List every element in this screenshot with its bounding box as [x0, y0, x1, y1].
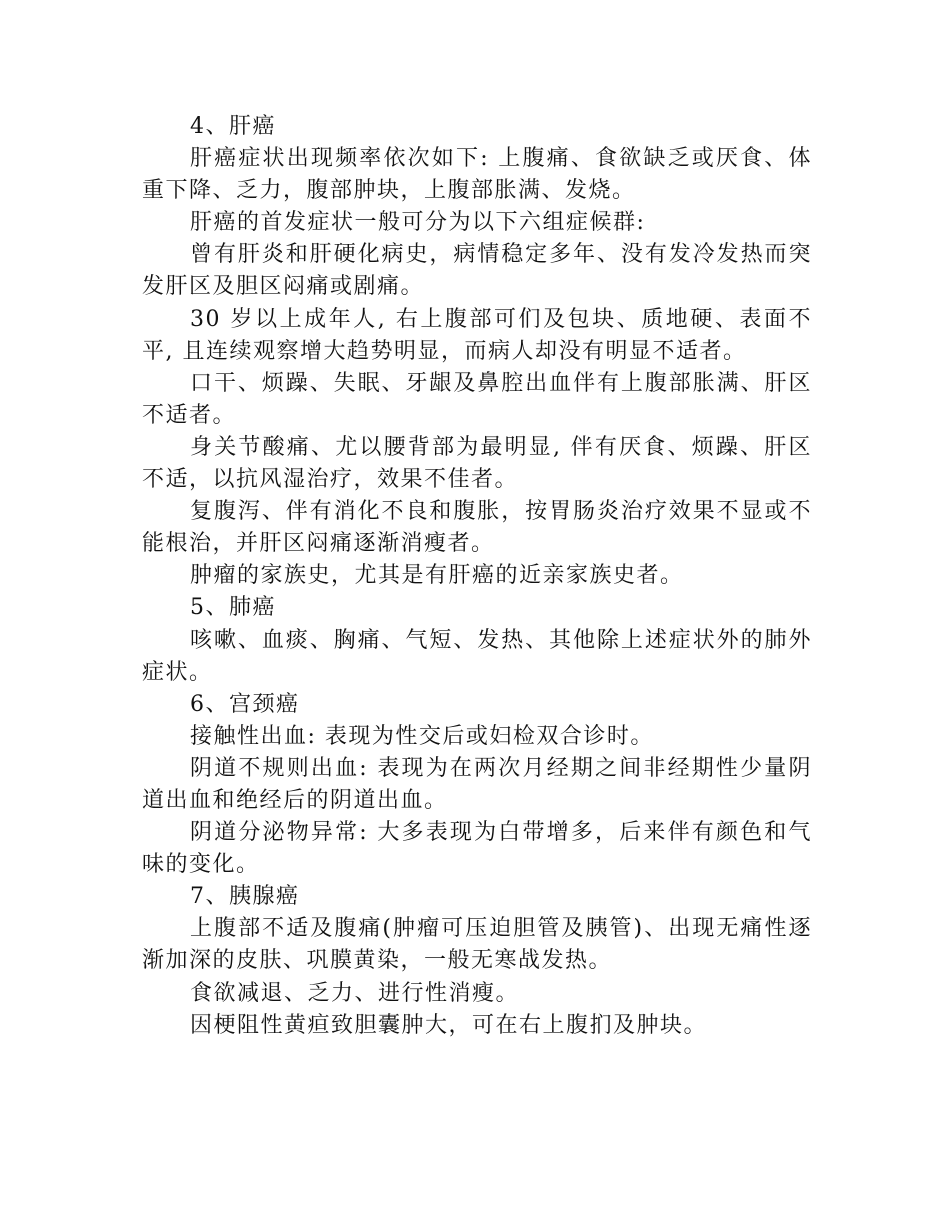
paragraph: 30 岁以上成年人, 右上腹部可们及包块、质地硬、表面不平, 且连续观察增大趋势明显，而病人却没有明显不适者。 — [142, 306, 812, 364]
paragraph: 口干、烦躁、失眠、牙龈及鼻腔出血伴有上腹部胀满、肝区不适者。 — [142, 370, 812, 428]
paragraph: 阴道不规则出血: 表现为在两次月经期之间非经期性少量阴道出血和绝经后的阴道出血。 — [142, 755, 812, 813]
section-heading-lung-cancer: 5、肺癌 — [190, 595, 276, 621]
paragraph: 咳嗽、血痰、胸痛、气短、发热、其他除上述症状外的肺外症状。 — [142, 627, 812, 685]
paragraph: 阴道分泌物异常: 大多表现为白带增多，后来伴有颜色和气味的变化。 — [142, 820, 812, 878]
section-heading-liver-cancer: 4、肝癌 — [190, 114, 276, 139]
document-body — [142, 111, 812, 1042]
paragraph: 身关节酸痛、尤以腰背部为最明显, 伴有厌食、烦躁、肝区不适，以抗风湿治疗，效果不佳者。 — [142, 434, 812, 493]
paragraph: 肝癌症状出现频率依次如下: 上腹痛、食欲缺乏或厌食、体重下降、乏力，腹部肿块，上腹部胀满、发烧。 — [142, 146, 812, 204]
paragraph: 接触性出血: 表现为性交后或妇检双合诊时。 — [190, 723, 654, 749]
section-heading-cervical-cancer: 6、宫颈癌 — [190, 691, 300, 717]
paragraph: 复腹泻、伴有消化不良和腹胀，按胃肠炎治疗效果不显或不能根治，并肝区闷痛逐渐消瘦者。 — [142, 499, 812, 557]
paragraph: 食欲减退、乏力、进行性消瘦。 — [190, 980, 520, 1006]
paragraph: 曾有肝炎和肝硬化病史，病情稳定多年、没有发冷发热而突发肝区及胆区闷痛或剧痛。 — [142, 242, 812, 300]
paragraph: 上腹部不适及腹痛(肿瘤可压迫胆管及胰管)、出现无痛性逐渐加深的皮肤、巩膜黄染，一般无寒战发热。 — [142, 916, 812, 974]
paragraph: 肿瘤的家族史，尤其是有肝癌的近亲家族史者。 — [190, 563, 684, 589]
paragraph: 肝癌的首发症状一般可分为以下六组症候群: — [190, 210, 646, 236]
paragraph: 因梗阻性黄疸致胆囊肿大，可在右上腹扪及肿块。 — [190, 1012, 708, 1038]
section-heading-pancreatic-cancer: 7、胰腺癌 — [190, 884, 300, 910]
